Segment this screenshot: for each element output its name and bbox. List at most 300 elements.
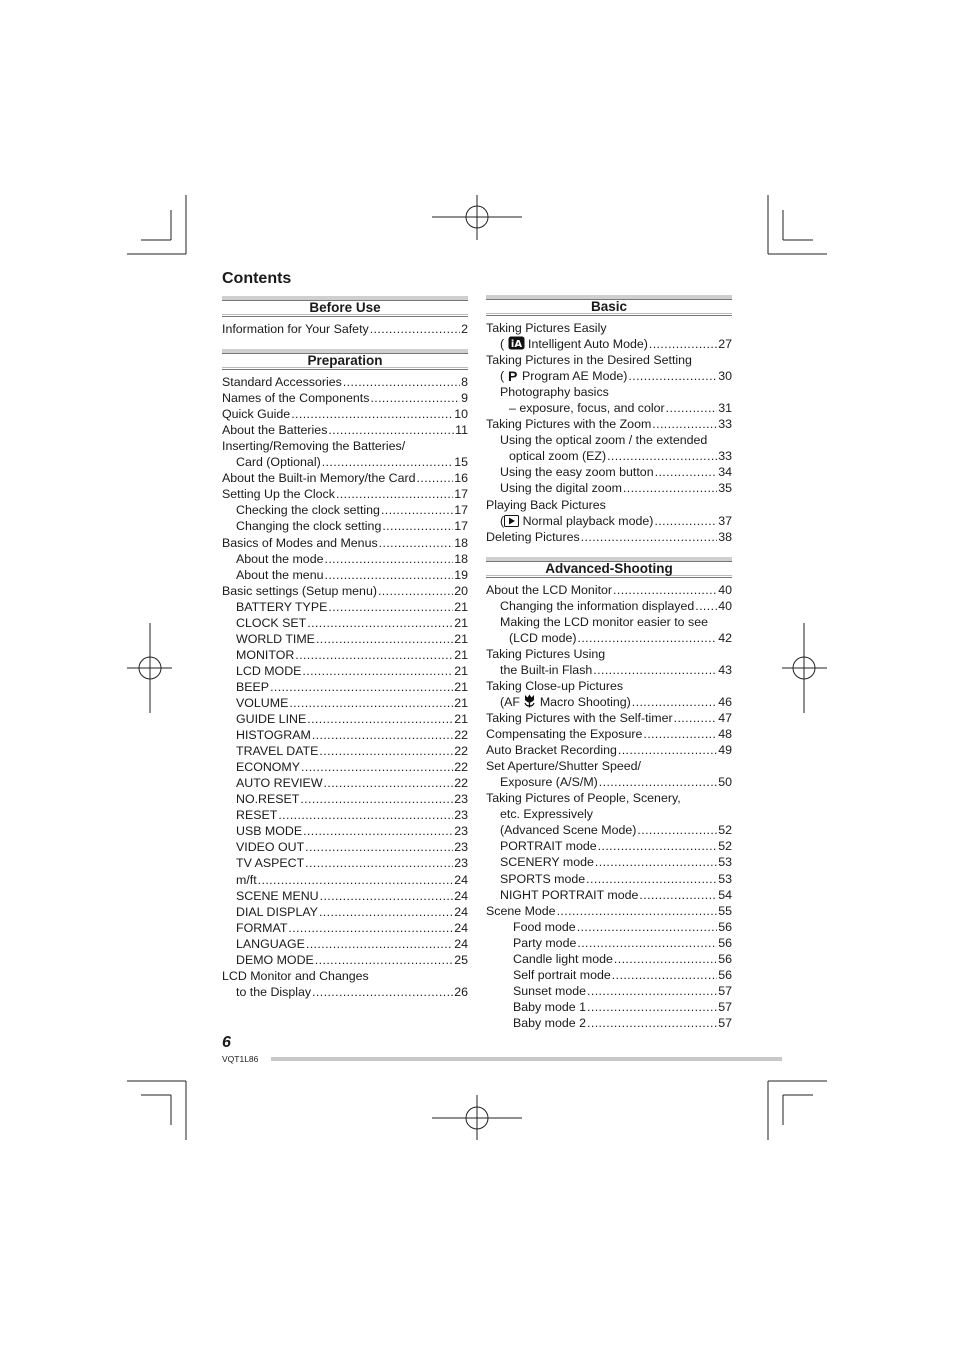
toc-entry-text: Basics of Modes and Menus	[222, 535, 378, 550]
toc-entry-text: VOLUME	[236, 695, 289, 710]
dot-leader	[382, 518, 453, 534]
toc-page-number: 49	[718, 743, 732, 758]
dot-leader	[288, 920, 453, 936]
toc-entry-text: Food mode	[513, 919, 576, 934]
dot-leader	[324, 775, 454, 791]
toc-entry-label	[486, 529, 580, 545]
dot-leader	[307, 711, 453, 727]
toc-entry-label	[236, 984, 311, 1000]
toc-entry-text: TRAVEL DATE	[236, 744, 319, 759]
dot-leader	[639, 887, 717, 903]
toc-page-number: 52	[718, 839, 732, 854]
toc-entry-text: Compensating the Exposure	[486, 727, 643, 742]
toc-entry-label	[236, 855, 304, 871]
toc-entry-label	[236, 679, 269, 695]
toc-entry[interactable]	[486, 352, 732, 368]
section-heading-basic	[486, 295, 732, 316]
toc-entry[interactable]	[222, 599, 468, 615]
toc-entry-text: CLOCK SET	[236, 615, 307, 630]
toc-page-number: 43	[718, 662, 732, 677]
toc-entry-label	[236, 727, 311, 743]
toc-entry-text: GUIDE LINE	[236, 712, 307, 727]
toc-entry-text: (	[500, 369, 508, 384]
toc-entry[interactable]	[222, 759, 468, 775]
toc-entry-text: (	[500, 337, 508, 352]
toc-page-number: 17	[454, 503, 468, 518]
toc-entry-text: Taking Pictures with the Self-timer	[486, 711, 673, 726]
toc-entry[interactable]	[222, 711, 468, 727]
toc-entry[interactable]	[486, 822, 732, 838]
toc-entry[interactable]	[486, 320, 732, 336]
page-number: 6	[222, 1034, 231, 1051]
toc-entry[interactable]	[486, 646, 732, 662]
toc-entry[interactable]	[486, 368, 732, 384]
toc-entry-label	[236, 807, 277, 823]
toc-entry-label	[500, 464, 654, 480]
toc-entry-label	[513, 951, 613, 967]
dot-leader	[577, 630, 717, 646]
dot-leader	[270, 679, 453, 695]
toc-page-number: 9	[461, 391, 468, 406]
toc-entry[interactable]	[222, 936, 468, 952]
toc-page-number: 24	[454, 936, 468, 951]
dot-leader	[312, 984, 453, 1000]
toc-entry-label	[236, 663, 301, 679]
toc-entry-label	[486, 726, 642, 742]
toc-page-number: 57	[718, 999, 732, 1014]
toc-page-number: 21	[454, 631, 468, 646]
toc-entry[interactable]	[222, 535, 468, 551]
toc-entry-label	[500, 871, 585, 887]
toc-entry-text: About the Batteries	[222, 423, 328, 438]
toc-entry-label	[236, 551, 324, 567]
toc-entry-label	[486, 790, 681, 806]
toc-entry-text: VIDEO OUT	[236, 840, 305, 855]
toc-page-number: 57	[718, 983, 732, 998]
toc-entry-text: Information for Your Safety	[222, 322, 369, 336]
toc-entry[interactable]	[222, 321, 468, 337]
toc-entry[interactable]	[222, 823, 468, 839]
toc-entry-text: MONITOR	[236, 647, 295, 662]
toc-entry[interactable]	[222, 791, 468, 807]
toc-page-number: 16	[454, 471, 468, 486]
toc-page-number: 33	[718, 417, 732, 432]
toc-page-number: 18	[454, 535, 468, 550]
toc-entry[interactable]	[486, 630, 732, 646]
toc-entry-text: Photography basics	[500, 385, 609, 400]
dot-leader	[315, 952, 453, 968]
toc-entry[interactable]	[222, 872, 468, 888]
toc-entry-text: Macro Shooting)	[536, 694, 631, 709]
toc-entry-label	[236, 872, 257, 888]
toc-entry-label	[486, 352, 692, 368]
toc-page-number: 22	[454, 776, 468, 791]
toc-entry[interactable]	[486, 903, 732, 919]
toc-entry[interactable]	[486, 416, 732, 432]
toc-entry[interactable]	[222, 374, 468, 390]
toc-page-number: 33	[718, 449, 732, 464]
toc-entry[interactable]	[486, 871, 732, 887]
toc-entry-label	[236, 888, 319, 904]
toc-page-number: 31	[718, 401, 732, 416]
toc-entry-label	[236, 631, 315, 647]
toc-entry-text: Self portrait mode	[513, 967, 611, 982]
toc-entry[interactable]	[222, 775, 468, 791]
toc-page-number: 26	[454, 984, 468, 999]
toc-page-number: 53	[718, 871, 732, 886]
toc-entry[interactable]	[486, 678, 732, 694]
toc-entry-text: Set Aperture/Shutter Speed/	[486, 759, 641, 774]
toc-entry-label	[500, 806, 593, 822]
toc-entry-label	[236, 823, 302, 839]
toc-entry[interactable]	[222, 968, 468, 984]
toc-entry-text: NIGHT PORTRAIT mode	[500, 887, 639, 902]
toc-page-number: 30	[718, 369, 732, 384]
toc-page-number: 21	[454, 679, 468, 694]
toc-entry-label	[236, 936, 305, 952]
toc-entry[interactable]	[486, 854, 732, 870]
dot-leader	[587, 999, 717, 1015]
toc-entry-text: TV ASPECT	[236, 856, 305, 871]
toc-entry-text: Names of the Components	[222, 391, 370, 406]
dot-leader	[614, 951, 717, 967]
dot-leader	[378, 583, 453, 599]
section-heading-advanced-shooting	[486, 557, 732, 578]
toc-entry-text: Setting Up the Clock	[222, 487, 335, 502]
toc-entry[interactable]	[222, 888, 468, 904]
toc-entry[interactable]	[486, 513, 732, 529]
toc-page-number: 56	[718, 919, 732, 934]
toc-entry[interactable]	[486, 790, 732, 806]
toc-entry[interactable]	[486, 694, 732, 710]
dot-leader	[289, 695, 453, 711]
toc-entry[interactable]	[486, 967, 732, 983]
toc-entry-label	[500, 432, 707, 448]
toc-entry[interactable]	[222, 695, 468, 711]
dot-leader	[312, 727, 453, 743]
dot-leader	[322, 454, 454, 470]
toc-page-number: 23	[454, 824, 468, 839]
toc-page-number: 23	[454, 856, 468, 871]
dot-leader	[637, 822, 717, 838]
toc-entry-label	[486, 416, 651, 432]
toc-entry[interactable]	[222, 390, 468, 406]
dot-leader	[370, 321, 460, 337]
toc-entry-text: Using the digital zoom	[500, 481, 622, 496]
toc-entry[interactable]	[486, 726, 732, 742]
dot-leader	[303, 823, 453, 839]
toc-entry-label	[236, 759, 300, 775]
dot-leader	[301, 759, 453, 775]
toc-entry-label	[509, 448, 606, 464]
dot-leader	[305, 839, 453, 855]
toc-entry[interactable]	[486, 464, 732, 480]
dot-leader	[612, 967, 717, 983]
toc-page-number: 24	[454, 904, 468, 919]
toc-entry[interactable]	[486, 480, 732, 496]
toc-entry-text: Sunset mode	[513, 983, 587, 998]
toc-entry[interactable]	[222, 839, 468, 855]
toc-entry-text: LCD MODE	[236, 663, 302, 678]
toc-entry[interactable]	[222, 567, 468, 583]
toc-entry-label	[222, 470, 416, 486]
toc-page-number: 19	[454, 567, 468, 582]
toc-entry[interactable]	[222, 486, 468, 502]
toc-page-number: 21	[454, 695, 468, 710]
toc-entry-text: (AF	[500, 694, 524, 709]
toc-entry[interactable]	[486, 935, 732, 951]
toc-entry-label	[500, 854, 594, 870]
toc-entry[interactable]	[222, 952, 468, 968]
toc-page-number: 8	[461, 375, 468, 390]
toc-entry-text: Card (Optional)	[236, 455, 321, 470]
document-code: VQT1L86	[222, 1054, 259, 1064]
dot-leader	[598, 838, 718, 854]
toc-entry-label	[500, 384, 609, 400]
toc-entry[interactable]	[486, 710, 732, 726]
toc-entry[interactable]	[222, 406, 468, 422]
toc-page-number: 20	[454, 583, 468, 598]
page-title: Contents	[222, 270, 292, 287]
toc-entry-label	[486, 742, 617, 758]
dot-leader	[306, 936, 453, 952]
toc-entry[interactable]	[486, 529, 732, 545]
toc-entry-text: Checking the clock setting	[236, 503, 380, 518]
dot-leader	[316, 631, 453, 647]
toc-page-number: 22	[454, 728, 468, 743]
toc-entry-text: Changing the clock setting	[236, 519, 382, 534]
toc-page-number: 21	[454, 663, 468, 678]
toc-entry-label	[513, 999, 586, 1015]
dot-leader	[328, 599, 453, 615]
section-heading-text: Advanced-Shooting	[545, 560, 673, 576]
toc-entry[interactable]	[486, 919, 732, 935]
toc-entry-text: Making the LCD monitor easier to see	[500, 614, 708, 629]
toc-entry-text: HISTOGRAM	[236, 728, 311, 743]
toc-entry-label	[513, 967, 611, 983]
dot-leader	[593, 662, 717, 678]
dot-leader	[674, 710, 718, 726]
toc-entry-label	[222, 374, 342, 390]
svg-text:P: P	[507, 369, 517, 383]
toc-entry[interactable]	[486, 838, 732, 854]
toc-entry[interactable]	[222, 502, 468, 518]
toc-entry[interactable]	[222, 518, 468, 534]
toc-entry[interactable]	[486, 887, 732, 903]
toc-entry[interactable]	[222, 727, 468, 743]
dot-leader	[370, 390, 460, 406]
toc-entry[interactable]	[222, 984, 468, 1000]
toc-entry-text: SCENERY mode	[500, 855, 594, 870]
toc-entry-label	[236, 599, 327, 615]
dot-leader	[649, 336, 717, 352]
toc-entry[interactable]	[222, 855, 468, 871]
toc-entry-label	[236, 952, 314, 968]
toc-entry[interactable]	[486, 614, 732, 630]
toc-entry-label	[486, 678, 623, 694]
toc-page-number: 21	[454, 712, 468, 727]
toc-entry-label	[486, 903, 556, 919]
toc-entry-label	[236, 567, 324, 583]
dot-leader	[379, 535, 454, 551]
toc-entry-text: About the Built-in Memory/the Card	[222, 471, 416, 486]
toc-entry[interactable]	[222, 470, 468, 486]
dot-leader	[655, 464, 718, 480]
toc-entry-label	[486, 758, 641, 774]
toc-entry-label	[236, 711, 306, 727]
toc-entry[interactable]	[486, 384, 732, 400]
toc-entry-label	[513, 983, 586, 999]
toc-entry-label	[486, 582, 612, 598]
toc-entry-text: DIAL DISPLAY	[236, 904, 318, 919]
toc-entry[interactable]	[486, 742, 732, 758]
toc-entry-label	[500, 887, 638, 903]
toc-entry[interactable]	[222, 631, 468, 647]
toc-page-number: 56	[718, 951, 732, 966]
dot-leader	[325, 567, 454, 583]
section-heading-before-use	[222, 296, 468, 317]
toc-entry-label	[236, 775, 323, 791]
toc-entry[interactable]	[222, 679, 468, 695]
section-gap	[486, 545, 732, 557]
toc-entry[interactable]	[486, 662, 732, 678]
toc-entry-label	[236, 791, 299, 807]
toc-page-number: 56	[718, 935, 732, 950]
toc-entry-text: Exposure (A/S/M)	[500, 775, 598, 790]
toc-entry-label	[509, 400, 665, 416]
toc-page-number: 40	[718, 598, 732, 613]
toc-page-number: 48	[718, 727, 732, 742]
toc-entry-label	[222, 438, 405, 454]
toc-entry-text: Party mode	[513, 935, 577, 950]
toc-entry[interactable]	[486, 497, 732, 513]
toc-entry[interactable]	[222, 920, 468, 936]
toc-entry-text: Playing Back Pictures	[486, 497, 606, 512]
toc-entry-label	[222, 968, 369, 984]
toc-entry-text: WORLD TIME	[236, 631, 315, 646]
toc-entry-text: Inserting/Removing the Batteries/	[222, 439, 406, 454]
toc-entry[interactable]	[222, 583, 468, 599]
toc-entry-text: DEMO MODE	[236, 952, 314, 967]
toc-entry-text: Auto Bracket Recording	[486, 743, 617, 758]
toc-entry[interactable]	[486, 806, 732, 822]
contents-column-left	[222, 296, 468, 1000]
dot-leader	[607, 448, 717, 464]
toc-entry[interactable]	[222, 615, 468, 631]
toc-entry-label	[500, 480, 622, 496]
dot-leader	[595, 854, 717, 870]
toc-entry[interactable]	[486, 951, 732, 967]
toc-entry[interactable]	[486, 758, 732, 774]
toc-entry-label	[486, 710, 673, 726]
svg-text:iA: iA	[510, 339, 522, 351]
dot-leader	[586, 871, 717, 887]
toc-page-number: 37	[718, 513, 732, 528]
toc-page-number: 57	[718, 1015, 732, 1030]
dot-leader	[302, 663, 453, 679]
toc-entry-text: – exposure, focus, and color	[509, 401, 665, 416]
toc-entry-text: Scene Mode	[486, 903, 556, 918]
dot-leader	[295, 647, 453, 663]
toc-entry[interactable]	[222, 807, 468, 823]
toc-entry-text: Basic settings (Setup menu)	[222, 583, 377, 598]
toc-entry[interactable]	[486, 774, 732, 790]
dot-leader	[652, 416, 717, 432]
toc-entry-text: SCENE MENU	[236, 888, 319, 903]
toc-entry-text: About the mode	[236, 551, 324, 566]
toc-entry-text: Taking Close-up Pictures	[486, 678, 624, 693]
toc-entry[interactable]	[486, 448, 732, 464]
toc-page-number: 22	[454, 744, 468, 759]
toc-entry[interactable]	[222, 454, 468, 470]
toc-entry-label	[500, 774, 598, 790]
toc-entry-label	[486, 320, 607, 336]
toc-page-number: 25	[454, 952, 468, 967]
toc-entry[interactable]	[486, 336, 732, 352]
toc-entry-label	[500, 838, 597, 854]
dot-leader	[336, 486, 453, 502]
toc-entry[interactable]	[222, 743, 468, 759]
section-heading-text: Before Use	[309, 300, 381, 315]
dot-leader	[623, 480, 717, 496]
dot-leader	[417, 470, 454, 486]
toc-page-number: 40	[718, 582, 732, 597]
toc-entry-text: Intelligent Auto Mode)	[524, 337, 648, 352]
toc-entry-text: Taking Pictures Easily	[486, 321, 607, 335]
toc-entry-text: Deleting Pictures	[486, 529, 580, 544]
toc-page-number: 23	[454, 792, 468, 807]
dot-leader	[319, 904, 453, 920]
toc-entry[interactable]	[486, 432, 732, 448]
toc-page-number: 2	[461, 322, 468, 336]
toc-entry-text: FORMAT	[236, 920, 288, 935]
toc-entry[interactable]	[486, 999, 732, 1015]
toc-page-number: 55	[718, 903, 732, 918]
toc-page-number: 35	[718, 481, 732, 496]
toc-entry[interactable]	[486, 582, 732, 598]
toc-entry[interactable]	[486, 400, 732, 416]
toc-entry[interactable]	[222, 438, 468, 454]
toc-entry-label	[236, 743, 318, 759]
dot-leader	[599, 774, 717, 790]
toc-entry-label	[236, 904, 318, 920]
toc-entry-text: Normal playback mode)	[519, 513, 654, 528]
section-gap	[222, 337, 468, 349]
dot-leader	[577, 919, 718, 935]
dot-leader	[381, 502, 453, 518]
toc-entry-label	[500, 662, 592, 678]
toc-entry-text: Baby mode 2	[513, 1015, 587, 1030]
toc-entry[interactable]	[222, 551, 468, 567]
dot-leader	[587, 983, 717, 999]
toc-entry[interactable]	[486, 983, 732, 999]
toc-entry[interactable]	[486, 1015, 732, 1031]
toc-entry[interactable]	[222, 904, 468, 920]
toc-entry-label	[486, 497, 606, 513]
toc-entry[interactable]	[222, 663, 468, 679]
toc-page-number: 21	[454, 615, 468, 630]
toc-entry-text: About the menu	[236, 567, 324, 582]
dot-leader	[632, 694, 717, 710]
toc-entry[interactable]	[222, 422, 468, 438]
toc-entry[interactable]	[486, 598, 732, 614]
dot-leader	[258, 872, 454, 888]
dot-leader	[643, 726, 717, 742]
toc-entry-text: About the LCD Monitor	[486, 582, 613, 597]
toc-entry[interactable]	[222, 647, 468, 663]
toc-page-number: 10	[454, 407, 468, 422]
toc-entry-text: Quick Guide	[222, 407, 291, 422]
